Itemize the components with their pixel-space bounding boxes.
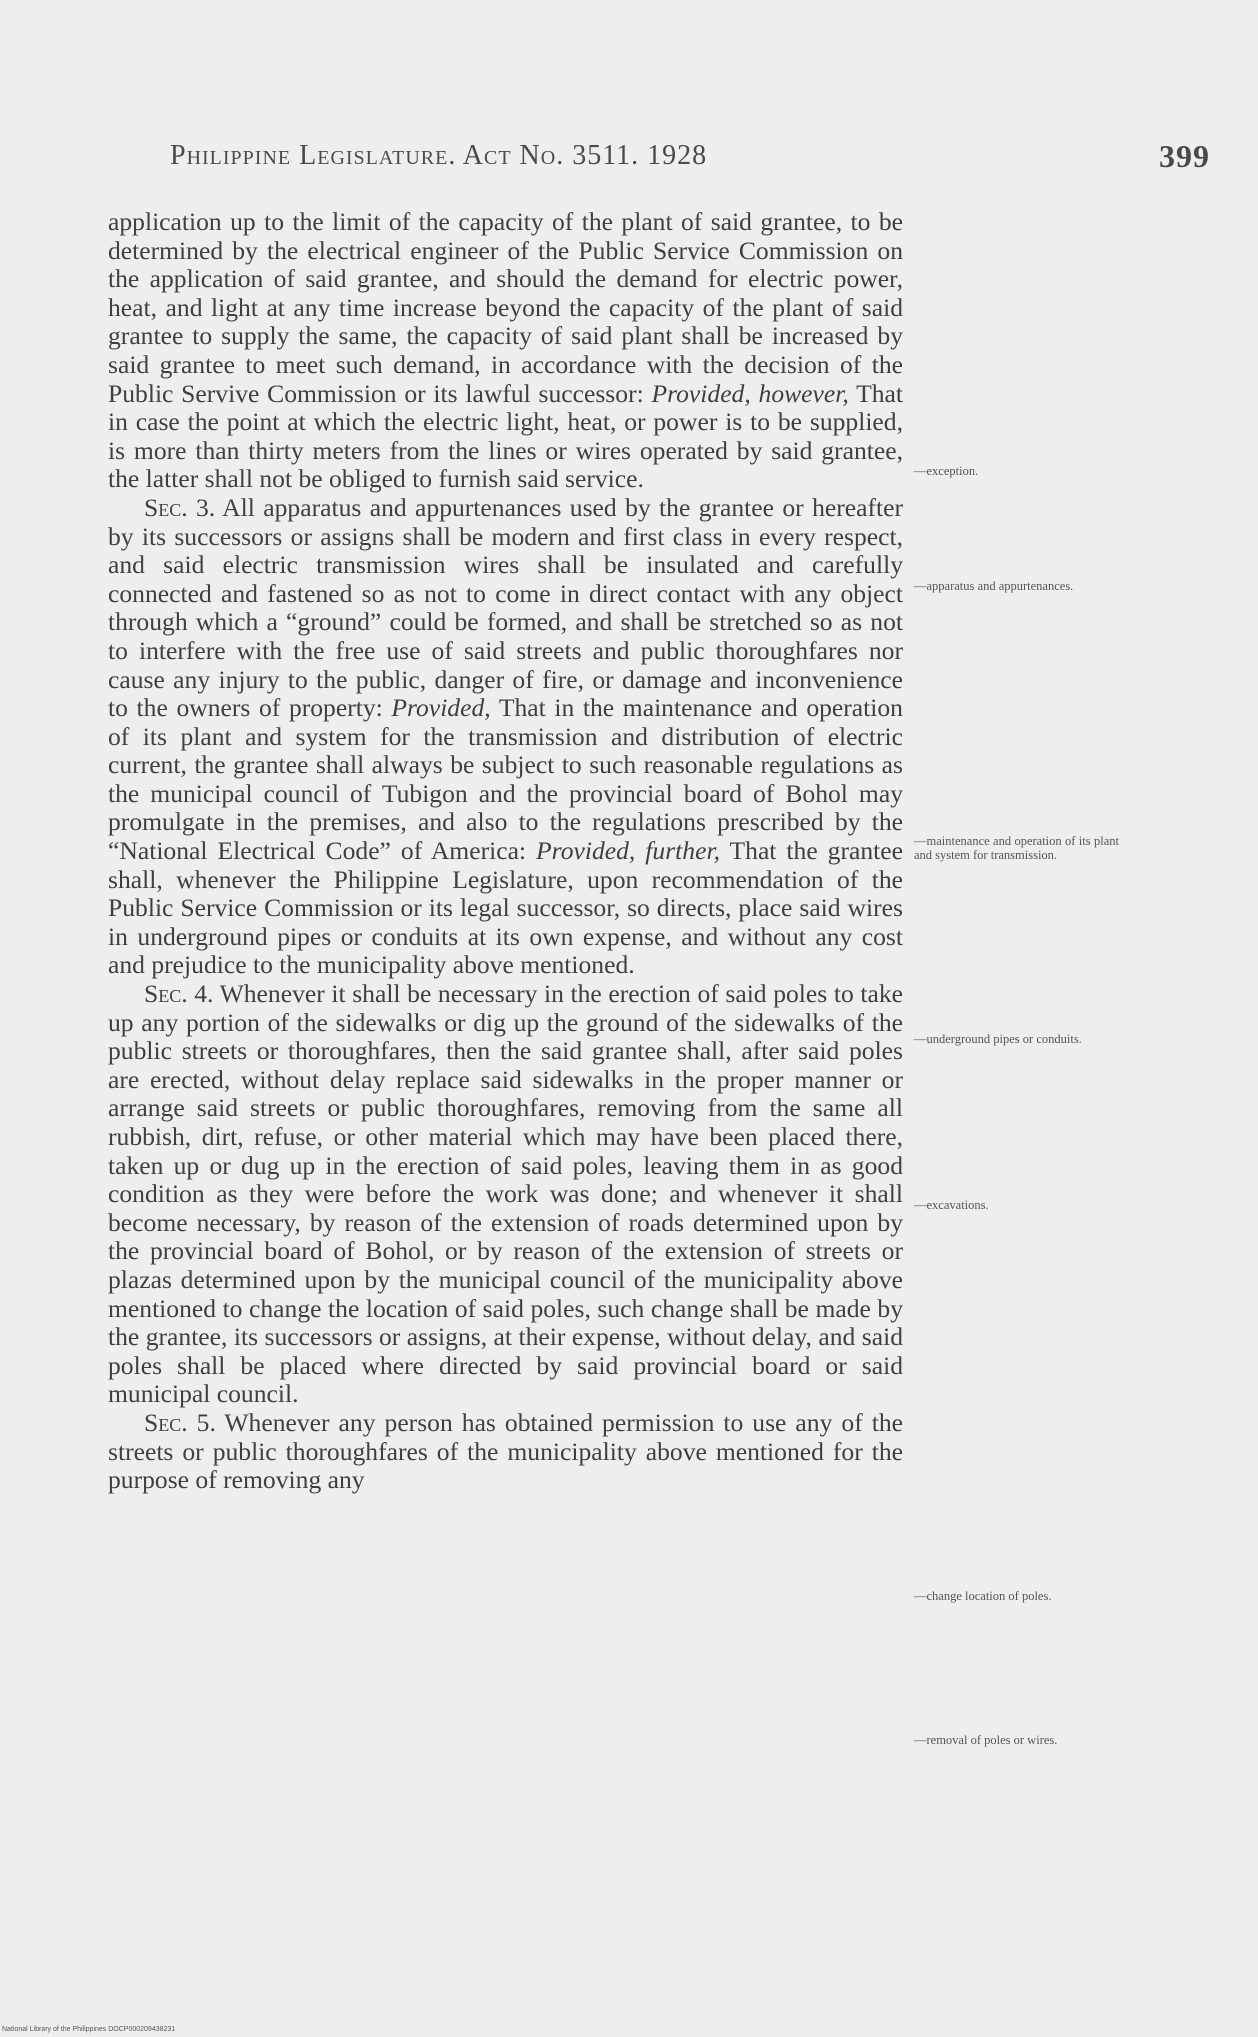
margin-note-maintenance: —maintenance and operation of its plant and system for transmission.	[914, 834, 1119, 862]
proviso-italic: Provided,	[391, 693, 491, 723]
section-3: Sec. 3. All apparatus and appurtenances used by the grantee or hereafter by its successors or assigns shall be modern and first class in every respect, and said electric transmission wires shall be insulated and carefully connected and fastened so as not to come in direct contact with any object through which a “ground” could be formed, and shall be stretched so as not to interfere with the free use of said streets and public thoroughfares nor cause any injury to the public, danger of fire, or damage and inconvenience to the owners of property: Provided, That in the maintenance and operation of its plant and system for the transmission and distribution of electric current, the grantee shall always be subject to such reasonable regulations as the municipal council of Tubigon and the provincial board of Bohol may promulgate in the premises, and also to the regulations prescribed by the “National Electrical Code” of America: Provided, further, That the grantee shall, whenever the Philippine Legislature, upon recommendation of the Public Service Commission or its legal successor, so directs, place said wires in underground pipes or conduits at its own expense, and without any cost and prejudice to the municipality above mentioned.	[108, 492, 903, 980]
page-header	[170, 140, 1210, 180]
proviso-italic: Provided, further,	[536, 836, 720, 866]
margin-note-underground: —underground pipes or conduits.	[914, 1032, 1082, 1046]
running-head: Philippine Legislature. Act No. 3511. 1928	[170, 140, 708, 171]
margin-note-exception: —exception.	[914, 464, 979, 478]
body-text	[108, 208, 903, 1495]
page-number: 399	[1159, 138, 1210, 174]
paragraph-continuation: application up to the limit of the capacity of the plant of said grantee, to be determined by the electrical engineer of the Public Service Commission on the application of said grantee, and should the demand for electric power, heat, and light at any time increase beyond the capacity of the plant of said grantee to supply the same, the capacity of said plant shall be increased by said grantee to meet such demand, in accordance with the decision of the Public Servive Commission or its lawful successor: Provided, however, That in case the point at which the electric light, heat, or power is to be supplied, is more than thirty meters from the lines or wires operated by said grantee, the latter shall not be obliged to furnish said service.	[108, 207, 904, 494]
scan-credit: National Library of the Philippines DOCP000209438231	[2, 2026, 176, 2033]
margin-note-apparatus: —apparatus and appurtenances.	[914, 579, 1074, 593]
section-5: Sec. 5. Whenever any person has obtained permission to use any of the streets or public thoroughfares of the municipality above mentioned for the purpose of removing any	[108, 1407, 903, 1495]
section-4: Sec. 4. Whenever it shall be necessary in the erection of said poles to take up any portion of the sidewalks or dig up the ground of the sidewalks of the public streets or thoroughfares, then the said grantee shall, after said poles are erected, without delay replace said sidewalks in the proper manner or arrange said streets or public thoroughfares, removing from the same all rubbish, dirt, refuse, or other material which may have been placed there, taken up or dug up in the erection of said poles, leaving them in as good condition as they were before the work was done; and whenever it shall become necessary, by reason of the extension of roads determined upon by the provincial board of Bohol, or by reason of the extension of streets or plazas determined upon by the municipal council of the municipality above mentioned to change the location of said poles, such change shall be made by the grantee, its successors or assigns, at their expense, without delay, and said poles shall be placed where directed by said provincial board or said municipal council.	[108, 979, 903, 1409]
margin-note-removal: —removal of poles or wires.	[914, 1733, 1058, 1747]
proviso-italic: Provided, however,	[651, 378, 849, 408]
section-label: Sec. 4.	[144, 979, 214, 1009]
section-label: Sec. 3.	[144, 492, 216, 522]
margin-note-change-location: —change location of poles.	[914, 1589, 1052, 1603]
margin-note-excavations: —excavations.	[914, 1198, 989, 1212]
section-label: Sec. 5.	[144, 1407, 216, 1437]
